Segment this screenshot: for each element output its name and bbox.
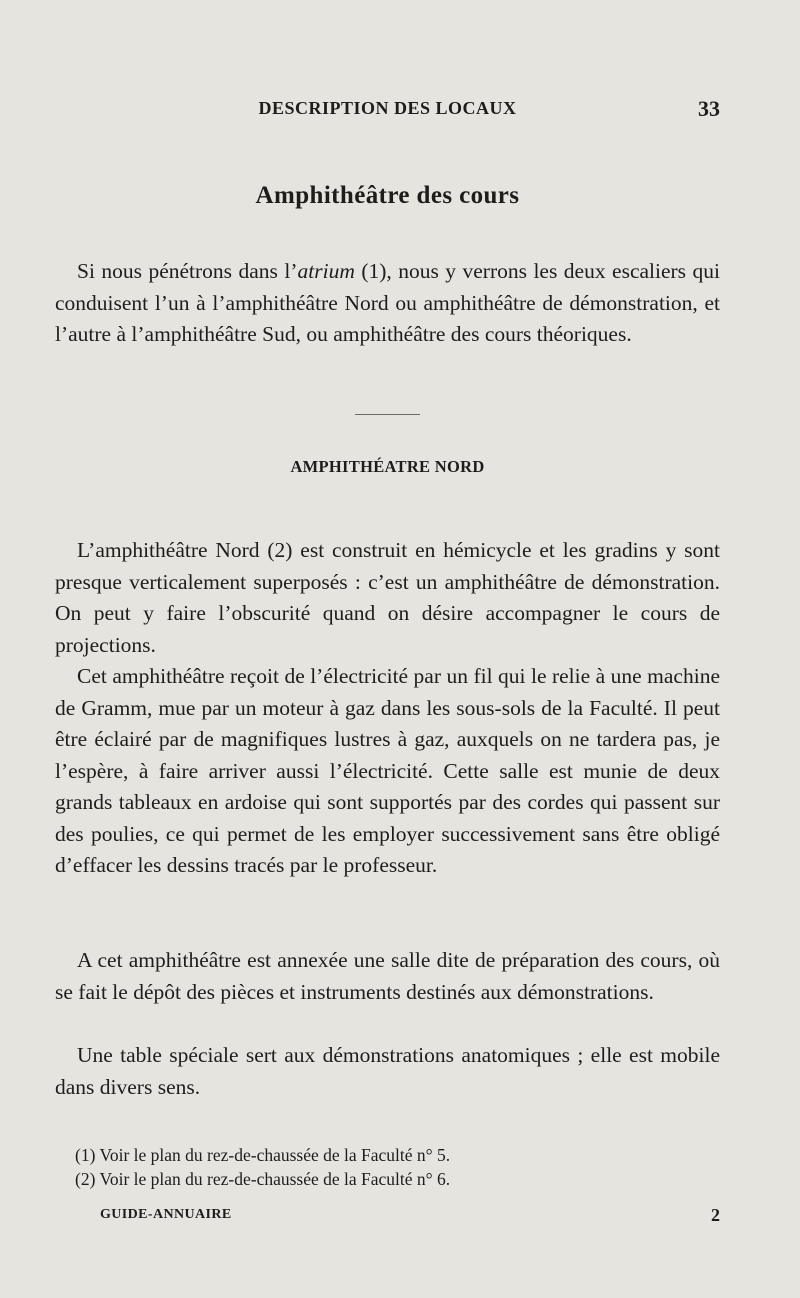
intro-text-before: Si nous pénétrons dans l’ [77,259,298,283]
subheading: AMPHITHÉATRE NORD [290,457,485,476]
section-title: Amphithéâtre des cours [255,182,520,209]
paragraph-3-text: A cet amphithéâtre est annexée une salle dite de préparation des cours, où se fait le dépôt des pièces et instruments destinés aux démonstrations. [55,948,720,1004]
intro-paragraph [55,256,720,351]
footnote-1: (1) Voir le plan du rez-de-chaussée de la Faculté n° 5. [75,1145,451,1165]
paragraph-2 [55,661,720,882]
footnotes [75,1143,720,1191]
footnote-2: (2) Voir le plan du rez-de-chaussée de la Faculté n° 6. [75,1169,451,1189]
paragraph-3 [55,945,720,1008]
paragraph-1 [55,535,720,661]
intro-italic-term: atrium [297,259,355,283]
paragraph-4 [55,1040,720,1103]
paragraph-1-text: L’amphithéâtre Nord (2) est construit en hémicycle et les gradins y sont presque verticalement superposés : c’est un amphithéâtre de démonstration. On peut y faire l’obscurité quand on désire accompagner le cours de projections. [55,538,720,657]
page-number: 33 [698,96,720,121]
section-separator [355,414,420,415]
running-head [55,98,720,126]
signature-line [100,1205,720,1229]
paragraph-4-text: Une table spéciale sert aux démonstrations anatomiques ; elle est mobile dans divers sens. [55,1043,720,1099]
paragraph-2-text: Cet amphithéâtre reçoit de l’électricité par un fil qui le relie à une machine de Gramm, mue par un moteur à gaz dans les sous-sols de la Faculté. Il peut être éclairé par de magnifiques lustres à gaz, auxquels on ne tardera pas, je l’espère, à faire arriver aussi l’électricité. Cette salle est munie de deux grands tableaux en ardoise qui sont supportés par des cordes qui passent sur des poulies, ce qui permet de les employer successivement sans être obligé d’effacer les dessins tracés par le professeur. [55,664,720,877]
intro-text-after: (1), nous y verrons les deux escaliers qui conduisent l’un à l’amphithéâtre Nord ou amphithéâtre de démonstration, et l’autre à l’amphithéâtre Sud, ou amphithéâtre des cours théoriques. [55,259,720,346]
signature-number: 2 [711,1205,720,1225]
signature-label: GUIDE-ANNUAIRE [100,1207,232,1222]
running-title: DESCRIPTION DES LOCAUX [258,98,517,118]
